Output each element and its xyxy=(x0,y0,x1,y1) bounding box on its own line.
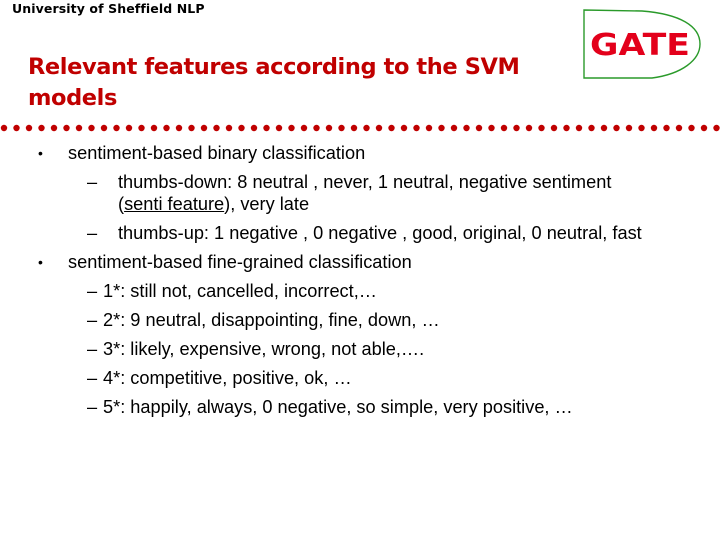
dash-icon: – xyxy=(87,339,98,359)
slide-title-line1: Relevant features according to the SVM xyxy=(28,54,520,80)
sub-item-text: thumbs-up: 1 negative , 0 negative , good, original, 0 neutral, fast xyxy=(118,223,642,243)
senti-feature-link: senti feature xyxy=(124,194,225,214)
sub-item-text: thumbs-down: 8 neutral , never, 1 neutral, negative sentiment xyxy=(118,172,612,192)
dash-icon: – xyxy=(87,310,98,330)
sub-item-text: 1*: still not, cancelled, incorrect,… xyxy=(103,281,377,301)
title-divider xyxy=(0,124,720,132)
bullet-label: sentiment-based fine-grained classification xyxy=(68,252,412,272)
dash-icon: – xyxy=(87,397,98,417)
sub-item-text: 5*: happily, always, 0 negative, so simple, very positive, … xyxy=(103,397,573,417)
dash-icon: – xyxy=(87,368,98,388)
sub-item-text: 2*: 9 neutral, disappointing, fine, down, … xyxy=(103,310,440,330)
gate-logo-icon xyxy=(582,8,702,80)
dash-icon: – xyxy=(87,223,98,243)
sub-item-text: 3*: likely, expensive, wrong, not able,…. xyxy=(103,339,425,359)
gate-logo-text: GATE xyxy=(590,28,690,63)
slide-title xyxy=(28,52,588,114)
bullet-icon: • xyxy=(38,145,43,161)
org-header: University of Sheffield NLP xyxy=(12,1,205,16)
dash-icon: – xyxy=(87,281,98,301)
dash-icon: – xyxy=(87,172,98,192)
sub-item-text: 4*: competitive, positive, ok, … xyxy=(103,368,352,388)
slide-title-line2: models xyxy=(28,85,117,111)
gate-logo xyxy=(582,8,702,80)
bullet-label: sentiment-based binary classification xyxy=(68,143,366,163)
bullet-icon: • xyxy=(38,254,43,270)
